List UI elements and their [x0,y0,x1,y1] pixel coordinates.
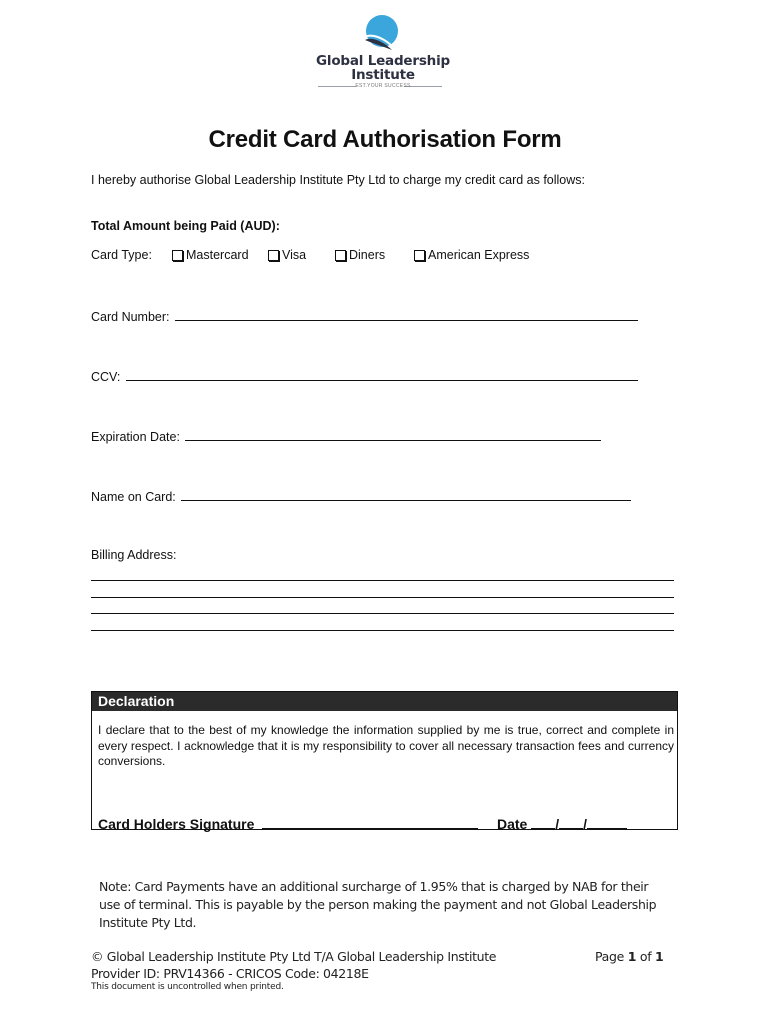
footer-copyright: © Global Leadership Institute Pty Ltd T/A Global Leadership Institute [91,949,497,964]
option-amex[interactable] [414,248,529,262]
checkbox-visa[interactable] [268,250,279,261]
option-mastercard-label: Mastercard [186,248,249,262]
billing-address-line-2[interactable] [91,597,674,598]
logo-wordmark [300,54,466,82]
date-day-input[interactable] [531,814,555,829]
page-of: of [639,949,652,964]
expiration-input[interactable] [185,428,601,441]
billing-address-line-4[interactable] [91,630,674,631]
signature-field [98,814,478,832]
checkbox-diners[interactable] [335,250,346,261]
option-visa[interactable] [268,248,306,262]
date-year-input[interactable] [587,814,627,829]
footer-provider: Provider ID: PRV14366 - CRICOS Code: 04218E [91,966,369,981]
footer-info [91,948,496,982]
logo-name-line2: Institute [351,67,415,83]
option-mastercard[interactable] [172,248,249,262]
card-type-label: Card Type: [91,248,152,262]
page-title: Credit Card Authorisation Form [208,126,562,153]
globe-logo-icon [362,14,400,52]
expiration-field [91,428,601,444]
page-number: 1 [627,949,637,964]
date-sep-2: / [583,816,588,832]
page-total: 1 [654,949,664,964]
name-on-card-label: Name on Card: [91,490,176,504]
declaration-heading: Declaration [92,692,677,711]
page-indicator [595,948,663,965]
page-prefix: Page [595,949,625,964]
uncontrolled-notice: This document is uncontrolled when printed. [91,982,284,992]
checkbox-amex[interactable] [414,250,425,261]
checkbox-mastercard[interactable] [172,250,183,261]
name-on-card-field [91,488,631,504]
name-on-card-input[interactable] [181,488,631,501]
ccv-input[interactable] [126,368,638,381]
card-number-input[interactable] [175,308,638,321]
card-number-label: Card Number: [91,310,170,324]
expiration-label: Expiration Date: [91,430,180,444]
surcharge-note: Note: Card Payments have an additional surcharge of 1.95% that is charged by NAB for their use of terminal. This is payable by the person making the payment and not Global Leadership Institute Pty Ltd. [99,879,657,930]
declaration-text: I declare that to the best of my knowledge the information supplied by me is true, correct and complete in every respect. I acknowledge that it is my responsibility to cover all necessary transaction fees and currency conversions. [98,723,674,768]
date-sep-1: / [555,816,560,832]
intro-text: I hereby authorise Global Leadership Institute Pty Ltd to charge my credit card as follows: [91,173,586,187]
date-field [497,814,627,832]
ccv-field [91,368,638,384]
option-visa-label: Visa [282,248,307,262]
option-amex-label: American Express [428,248,530,262]
logo-name-line1: Global Leadership [316,53,450,69]
billing-address-line-3[interactable] [91,613,674,614]
ccv-label: CCV: [91,370,121,384]
billing-address-line-1[interactable] [91,580,674,581]
date-label: Date [497,816,528,832]
card-number-field [91,308,638,324]
option-diners[interactable] [335,248,385,262]
billing-address-label: Billing Address: [91,548,177,562]
logo-tagline: EST.YOUR SUCCESS [355,83,411,89]
signature-label: Card Holders Signature [98,816,255,832]
signature-input[interactable] [262,814,478,829]
date-month-input[interactable] [559,814,583,829]
amount-label: Total Amount being Paid (AUD): [91,219,280,233]
option-diners-label: Diners [349,248,386,262]
